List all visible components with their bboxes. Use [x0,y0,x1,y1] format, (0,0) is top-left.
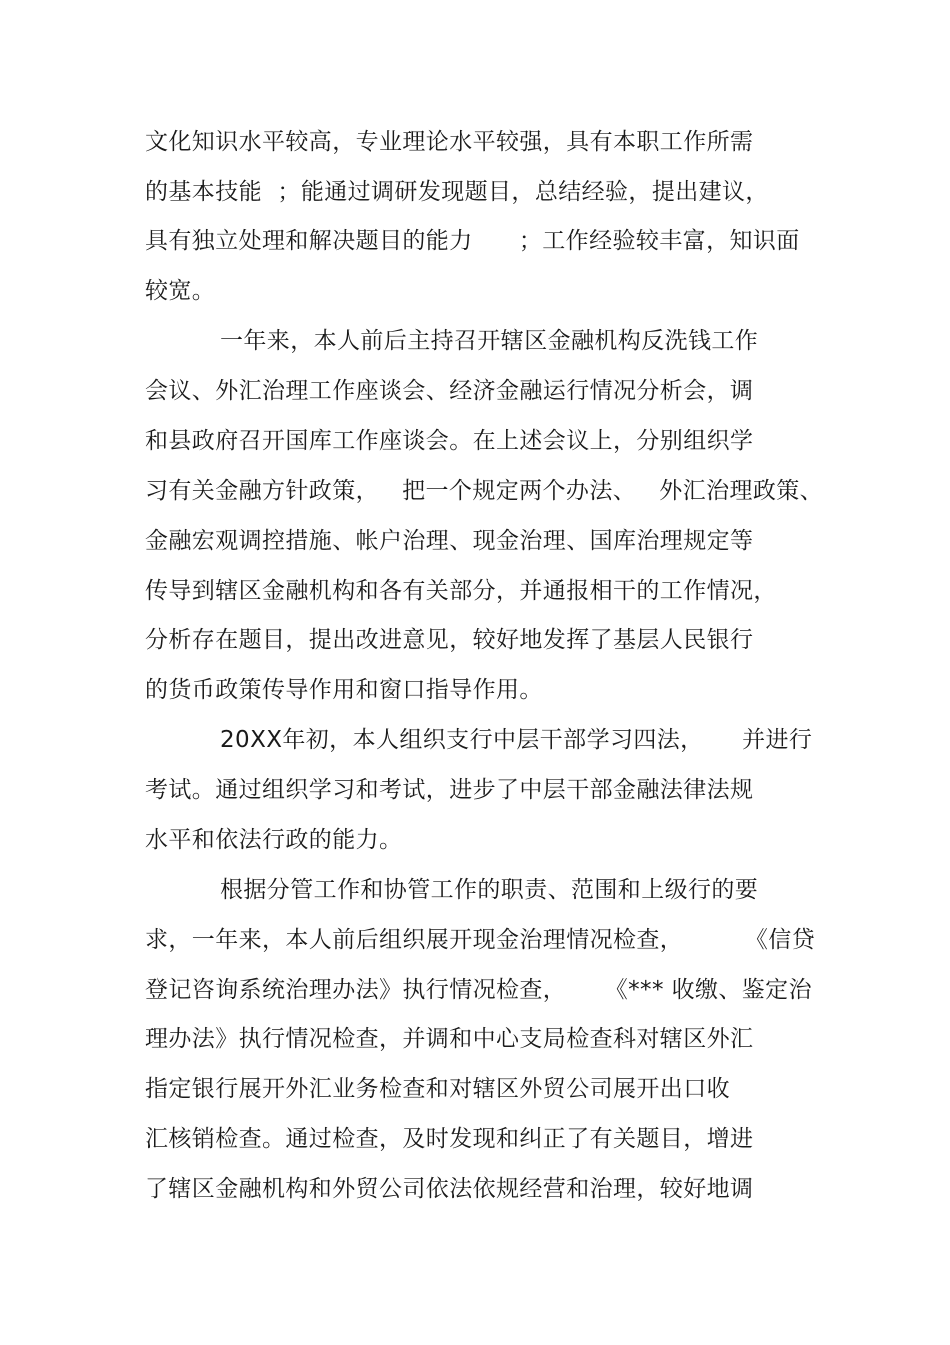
text-line: 的货币政策传导作用和窗口指导作用。 [145,677,543,703]
text-line: 分析存在题目，提出改进意见，较好地发挥了基层人民银行 [145,627,754,653]
text-line: 金融宏观调控措施、帐户治理、现金治理、国库治理规定等 [145,528,754,554]
text-line: 习有关金融方针政策， 把一个规定两个办法、 外汇治理政策、 [145,478,824,504]
text-line: 传导到辖区金融机构和各有关部分，并通报相干的工作情况， [145,578,777,604]
text-line: 和县政府召开国库工作座谈会。在上述会议上，分别组织学 [145,428,754,454]
text-line: 考试。通过组织学习和考试，进步了中层干部金融法律法规 [145,777,754,803]
paragraph-start-line: 根据分管工作和协管工作的职责、范围和上级行的要 [220,877,759,903]
text-line: 指定银行展开外汇业务检查和对辖区外贸公司展开出口收 [145,1076,730,1102]
text-line: 会议、外汇治理工作座谈会、经济金融运行情况分析会，调 [145,378,754,404]
text-line: 较宽。 [145,278,216,304]
text-line: 的基本技能 ；能通过调研发现题目，总结经验，提出建议， [145,179,769,205]
text-line: 水平和依法行政的能力。 [145,827,403,853]
text-line: 文化知识水平较高，专业理论水平较强，具有本职工作所需 [145,129,754,155]
paragraph-start-line: 一年来，本人前后主持召开辖区金融机构反洗钱工作 [220,328,759,354]
text-line: 汇核销检查。通过检查，及时发现和纠正了有关题目，增进 [145,1126,754,1152]
text-line: 求，一年来，本人前后组织展开现金治理情况检查， 《信贷 [145,927,816,953]
paragraph-start-line: 20XX年初，本人组织支行中层干部学习四法， 并进行 [220,727,813,753]
text-line: 理办法》执行情况检查，并调和中心支局检查科对辖区外汇 [145,1026,754,1052]
text-line: 具有独立处理和解决题目的能力 ；工作经验较丰富，知识面 [145,228,800,254]
text-line: 登记咨询系统治理办法》执行情况检查， 《*** 收缴、鉴定治 [145,977,812,1003]
text-line: 了辖区金融机构和外贸公司依法依规经营和治理，较好地调 [145,1176,754,1202]
